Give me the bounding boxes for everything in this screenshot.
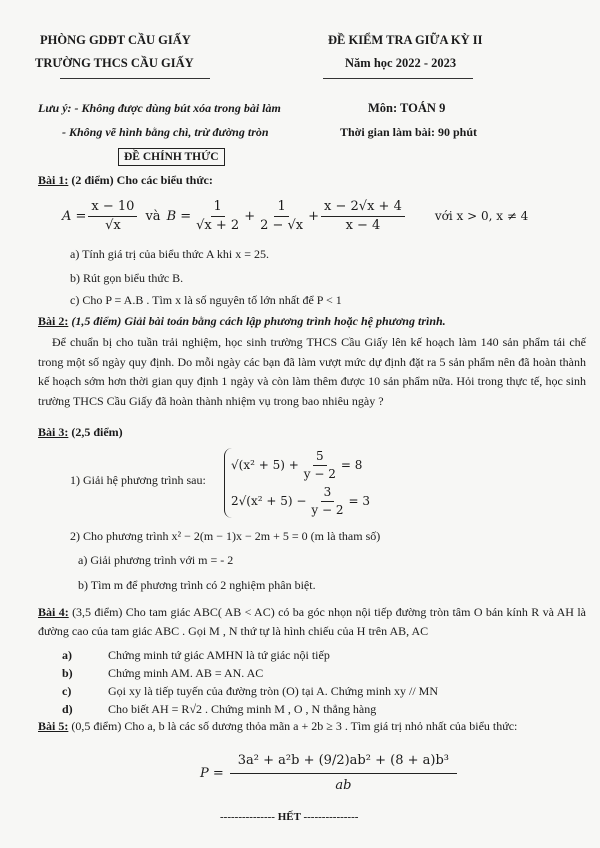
equation-system bbox=[224, 448, 375, 518]
bai1-formulas: A = $\frac{x - 10}{√x}$ và B = $\frac{1}{√x + 2}$ + $\frac{1}{2 - √x}$ + $\frac{x - 2√x + 4}{x - 4}$ với x > 0, x ≠ 4 bbox=[62, 198, 528, 235]
bai2-heading: Bài 2: bbox=[38, 314, 69, 328]
bai1-c: c) Cho P = A.B . Tìm x là số nguyên tố lớn nhất để P < 1 bbox=[70, 293, 342, 307]
sys2-left: 2√(x² + 5) − bbox=[231, 493, 307, 508]
exam-time: Thời gian làm bài: 90 phút bbox=[340, 125, 478, 139]
bai4-item-d-text: Cho biết AH = R√2 . Chứng minh M , O , N thẳng hàng bbox=[108, 702, 377, 716]
formula-a-lhs: A = bbox=[62, 208, 87, 224]
bai1-a: a) Tính giá trị của biểu thức A khi x = 25. bbox=[70, 247, 270, 261]
frac-b3-num: x − 2√x + 4 bbox=[321, 198, 405, 217]
subject: Môn: TOÁN 9 bbox=[368, 101, 446, 115]
bai3-intro: (2,5 điểm) bbox=[68, 425, 123, 439]
bai3-b: b) Tìm m để phương trình có 2 nghiệm phân biệt. bbox=[78, 578, 316, 592]
sys1-frac bbox=[301, 448, 339, 483]
bai2-body: Để chuẩn bị cho tuần trải nghiệm, học sinh trường THCS Cầu Giấy lên kế hoạch làm 140 sản phẩm tái chế trong một số ngày quy định. Do mỗi ngày các bạn đã làm vượt mức dự định đặt ra 5 sản phẩm nên đã hoàn thành kế hoạch sớm hơn thời gian quy định 1 ngày và còn làm thêm được 10 sản phẩm nữa. Hỏi trong thực tế, học sinh trường THCS Cầu Giấy đã hoàn thành nhiệm vụ trong bao nhiêu ngày ? bbox=[38, 335, 586, 408]
note-1: Lưu ý: - Không được dùng bút xóa trong bài làm bbox=[38, 101, 281, 115]
bai3-p1: 1) Giải hệ phương trình sau: bbox=[70, 473, 206, 487]
bai1-b: b) Rút gọn biểu thức B. bbox=[70, 271, 184, 285]
bai5-formula bbox=[200, 752, 459, 795]
frac-a-den: √x bbox=[105, 218, 121, 234]
official-badge: ĐỀ CHÍNH THỨC bbox=[118, 148, 225, 166]
sys1-num: 5 bbox=[313, 448, 327, 466]
bai4-heading: Bài 4: bbox=[38, 605, 69, 619]
note-2: - Không vẽ hình bằng chì, trừ đường tròn bbox=[62, 125, 269, 139]
frac-b3 bbox=[321, 198, 405, 235]
sys1-left: √(x² + 5) + bbox=[231, 457, 299, 472]
frac-b2-den: 2 − √x bbox=[260, 218, 304, 234]
exam-title: ĐỀ KIỂM TRA GIỮA KỲ II bbox=[328, 33, 483, 47]
bai4-item-b bbox=[62, 665, 263, 682]
bai2-header bbox=[38, 313, 446, 330]
bai4-item-c-text: Gọi xy là tiếp tuyến của đường tròn (O) tại A. Chứng minh xy // MN bbox=[108, 684, 438, 698]
frac-b1-num: 1 bbox=[211, 198, 225, 217]
sys2-frac bbox=[308, 484, 346, 519]
p-num: 3a² + a²b + (9/2)ab² + (8 + a)b³ bbox=[230, 752, 457, 774]
bai4-item-b-text: Chứng minh AM. AB = AN. AC bbox=[108, 666, 264, 680]
p-frac bbox=[230, 752, 457, 795]
bai2-intro: (1,5 điểm) Giải bài toán bằng cách lập phương trình hoặc hệ phương trình. bbox=[68, 314, 446, 328]
frac-b1-den: √x + 2 bbox=[196, 218, 240, 234]
frac-b2-num: 1 bbox=[274, 198, 288, 217]
bai5-header bbox=[38, 718, 593, 735]
bai3-p2: 2) Cho phương trình x² − 2(m − 1)x − 2m + 5 = 0 (m là tham số) bbox=[70, 529, 381, 543]
formula-b-lhs: B = bbox=[166, 208, 192, 224]
bai5-intro: (0,5 điểm) Cho a, b là các số dương thỏa mãn a + 2b ≥ 3 . Tìm giá trị nhỏ nhất của biểu thức: bbox=[68, 719, 518, 733]
frac-b2 bbox=[257, 198, 306, 235]
bai1-intro: (2 điểm) Cho các biểu thức: bbox=[68, 173, 213, 187]
end-marker: --------------- HẾT --------------- bbox=[220, 811, 359, 823]
bai4-item-a-label: a) bbox=[62, 648, 72, 662]
system-eq2 bbox=[231, 484, 370, 519]
sys1-right: = 8 bbox=[340, 457, 363, 472]
condition: với x > 0, x ≠ 4 bbox=[434, 209, 529, 224]
sys2-right: = 3 bbox=[348, 493, 371, 508]
bai5-heading: Bài 5: bbox=[38, 719, 69, 733]
bai4-item-d bbox=[62, 701, 376, 718]
bai4-item-c-label: c) bbox=[62, 684, 72, 698]
bai4-header bbox=[38, 603, 586, 641]
header-rule-left bbox=[60, 78, 210, 79]
frac-a bbox=[88, 198, 137, 235]
bai3-header bbox=[38, 424, 123, 441]
p-lhs: P = bbox=[200, 765, 224, 781]
bai4-item-a bbox=[62, 647, 330, 664]
frac-b1 bbox=[193, 198, 242, 235]
frac-a-num: x − 10 bbox=[88, 198, 137, 217]
p-den: ab bbox=[335, 778, 352, 794]
bai4-item-b-label: b) bbox=[62, 666, 73, 680]
header-rule-right bbox=[323, 78, 473, 79]
bai1-header bbox=[38, 172, 213, 189]
school-name: TRƯỜNG THCS CẦU GIẤY bbox=[35, 56, 194, 70]
bai4-intro: (3,5 điểm) Cho tam giác ABC( AB < AC) có ba góc nhọn nội tiếp đường tròn tâm O bán kính R và AH là đường cao của tam giác ABC . Gọi M , N thứ tự là hình chiếu của H trên AB, AC bbox=[38, 605, 586, 638]
sys2-num: 3 bbox=[321, 484, 335, 502]
sys2-den: y − 2 bbox=[311, 502, 344, 517]
bai4-item-a-text: Chứng minh tứ giác AMHN là tứ giác nội tiếp bbox=[108, 648, 330, 662]
bai4-item-d-label: d) bbox=[62, 702, 73, 716]
bai3-heading: Bài 3: bbox=[38, 425, 69, 439]
bai4-item-c bbox=[62, 683, 438, 700]
sys1-den: y − 2 bbox=[303, 466, 336, 481]
frac-b3-den: x − 4 bbox=[345, 218, 381, 234]
bai1-heading: Bài 1: bbox=[38, 173, 69, 187]
system-eq1 bbox=[231, 448, 362, 483]
and-word: và bbox=[145, 208, 161, 224]
bai3-a: a) Giải phương trình với m = - 2 bbox=[78, 553, 234, 567]
school-year: Năm học 2022 - 2023 bbox=[345, 56, 457, 70]
dept-name: PHÒNG GDĐT CẦU GIẤY bbox=[40, 33, 191, 47]
